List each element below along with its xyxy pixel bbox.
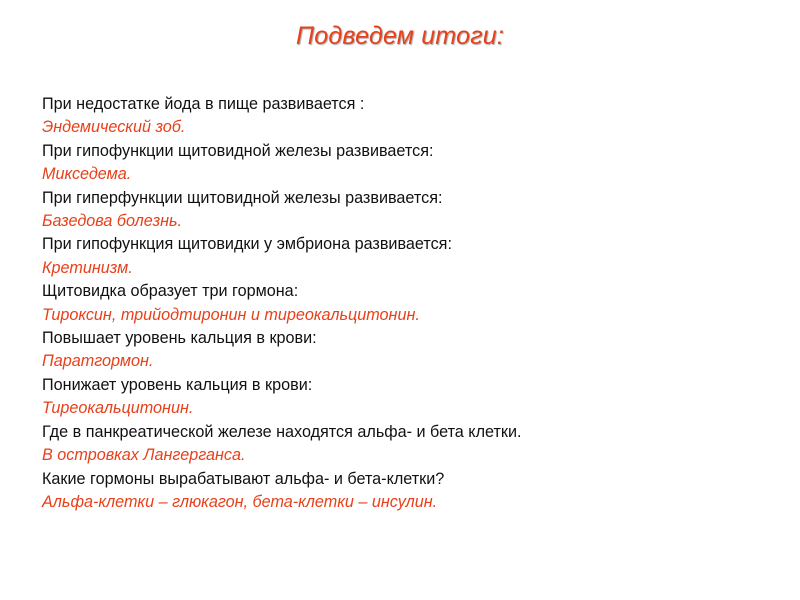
question-line: Щитовидка образует три гормона: — [42, 282, 299, 301]
answer-line: Эндемический зоб. — [42, 118, 186, 137]
question-line: Какие гормоны вырабатывают альфа- и бета-клетки? — [42, 469, 445, 488]
answer-line: Альфа-клетки – глюкагон, бета-клетки – инсулин. — [42, 492, 438, 511]
answer-line: Базедова болезнь. — [42, 212, 183, 231]
answer-line: Микседема. — [42, 165, 132, 184]
answer-line: Тиреокальцитонин. — [42, 399, 194, 418]
slide-title: Подведем итоги: — [295, 22, 505, 50]
answer-line: Паратгормон. — [42, 352, 154, 371]
question-line: Где в панкреатической железе находятся альфа- и бета клетки. — [42, 422, 522, 441]
question-line: Повышает уровень кальция в крови: — [42, 329, 317, 348]
question-line: При гипофункция щитовидки у эмбриона развивается: — [42, 235, 452, 254]
question-line: При гипофункции щитовидной железы развивается: — [42, 141, 434, 160]
answer-line: Кретинизм. — [42, 258, 133, 277]
question-line: При гиперфункции щитовидной железы развивается: — [42, 188, 443, 207]
answer-line: В островках Лангерганса. — [42, 446, 246, 465]
summary-list — [42, 93, 762, 514]
question-line: Понижает уровень кальция в крови: — [42, 375, 313, 394]
answer-line: Тироксин, трийодтиронин и тиреокальцитонин. — [42, 305, 420, 324]
question-line: При недостатке йода в пище развивается : — [42, 95, 365, 113]
